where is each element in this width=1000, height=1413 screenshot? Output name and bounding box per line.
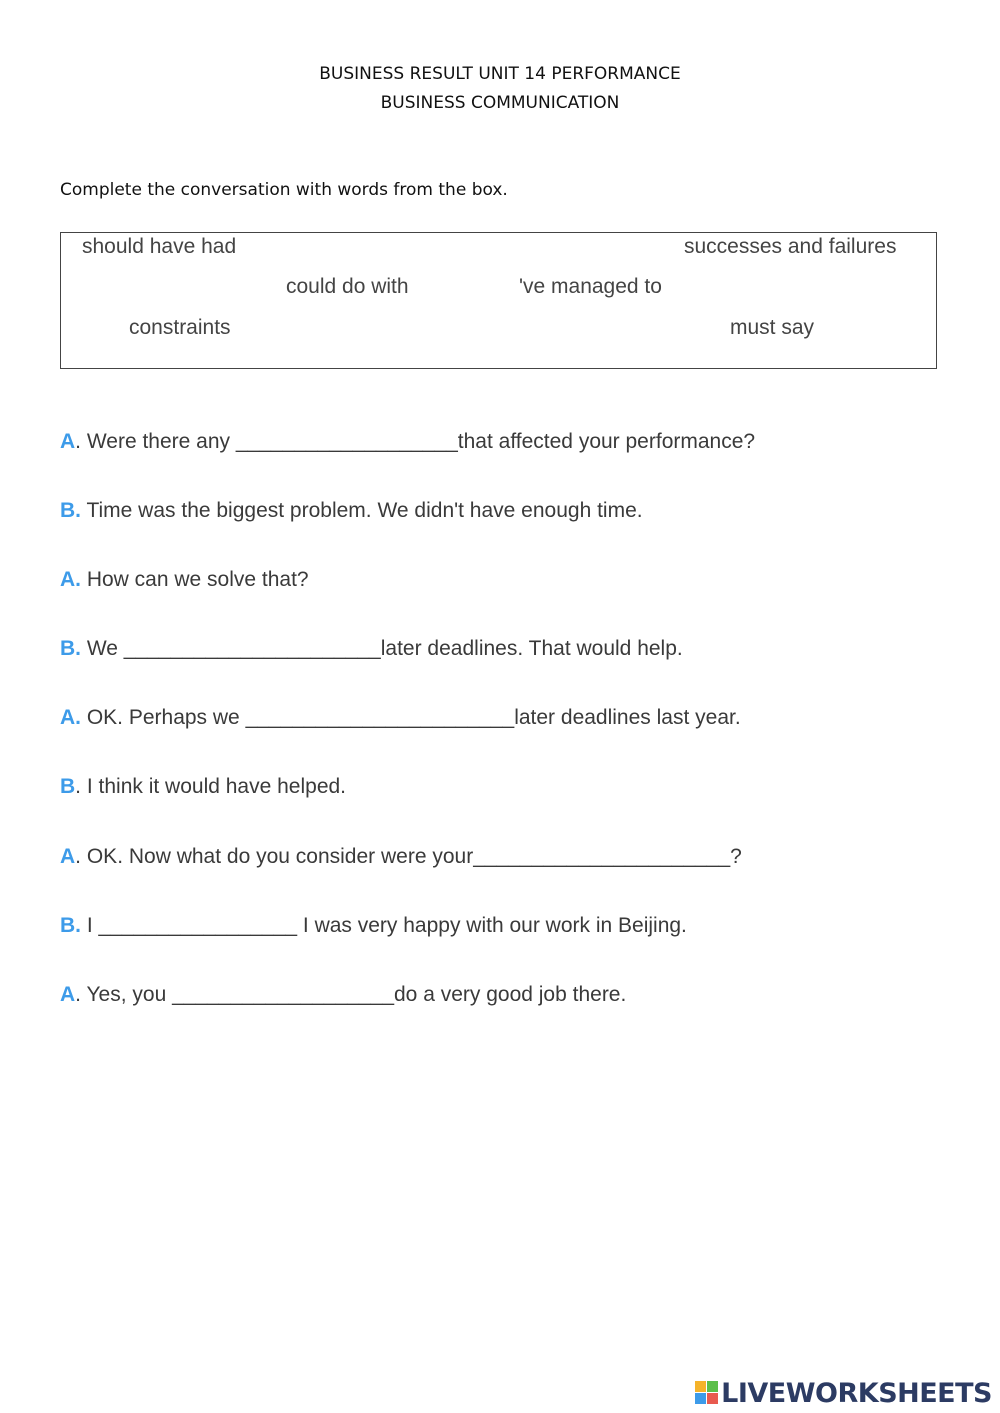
instructions-text: Complete the conversation with words from the box. xyxy=(60,180,508,200)
dialogue-line xyxy=(60,914,687,938)
liveworksheets-logo[interactable] xyxy=(695,1375,992,1411)
dialogue-line xyxy=(60,845,742,869)
speaker-label: B. xyxy=(60,637,81,660)
answer-blank[interactable]: _________________ xyxy=(98,914,298,937)
word-box xyxy=(60,232,937,369)
speaker-label: B. xyxy=(60,499,81,522)
page-title: BUSINESS RESULT UNIT 14 PERFORMANCE xyxy=(319,64,681,84)
liveworksheets-logo-icon xyxy=(695,1381,719,1405)
line-text-after: that affected your performance? xyxy=(457,430,756,453)
page-subtitle: BUSINESS COMMUNICATION xyxy=(380,93,620,113)
line-text-after: do a very good job there. xyxy=(394,983,627,1006)
word-box-item: successes and failures xyxy=(684,235,897,258)
word-box-item: constraints xyxy=(129,316,231,339)
dialogue-line xyxy=(60,499,643,523)
dialogue-line xyxy=(60,983,626,1007)
answer-blank[interactable]: _______________________ xyxy=(245,706,515,729)
speaker-label: B xyxy=(60,775,76,798)
line-text-before: OK. Now what do you consider were your xyxy=(81,845,474,868)
line-text-before: How can we solve that? xyxy=(81,568,309,591)
word-box-item: should have had xyxy=(82,235,237,258)
line-text-after: ? xyxy=(730,845,742,868)
logo-text: LIVEWORKSHEETS xyxy=(721,1377,992,1409)
speaker-label: A xyxy=(60,983,76,1006)
line-text-after: later deadlines. That would help. xyxy=(380,637,683,660)
line-separator: . xyxy=(75,845,82,868)
line-separator: . xyxy=(75,430,82,453)
word-box-item: could do with xyxy=(286,275,409,298)
speaker-label: A. xyxy=(60,568,81,591)
word-box-item: must say xyxy=(730,316,815,339)
dialogue-line xyxy=(60,430,755,454)
speaker-label: A xyxy=(60,845,76,868)
speaker-label: A xyxy=(60,430,76,453)
line-text-before: We xyxy=(81,637,124,660)
answer-blank[interactable]: ______________________ xyxy=(473,845,731,868)
answer-blank[interactable]: ___________________ xyxy=(235,430,458,453)
speaker-label: B. xyxy=(60,914,81,937)
line-text-before: Yes, you xyxy=(81,983,173,1006)
line-text-before: I xyxy=(81,914,99,937)
dialogue-line xyxy=(60,568,309,592)
dialogue-line xyxy=(60,637,683,661)
line-text-after: I was very happy with our work in Beijing. xyxy=(297,914,687,937)
line-text-before: Were there any xyxy=(81,430,236,453)
line-text-before: I think it would have helped. xyxy=(81,775,347,798)
dialogue-line xyxy=(60,706,741,730)
line-separator: . xyxy=(75,983,82,1006)
line-text-before: Time was the biggest problem. We didn't have enough time. xyxy=(81,499,643,522)
speaker-label: A. xyxy=(60,706,81,729)
answer-blank[interactable]: ___________________ xyxy=(172,983,394,1006)
line-text-after: later deadlines last year. xyxy=(514,706,741,729)
line-separator: . xyxy=(75,775,82,798)
answer-blank[interactable]: ______________________ xyxy=(123,637,381,660)
word-box-item: 've managed to xyxy=(519,275,662,298)
line-text-before: OK. Perhaps we xyxy=(81,706,246,729)
dialogue-line xyxy=(60,775,346,799)
